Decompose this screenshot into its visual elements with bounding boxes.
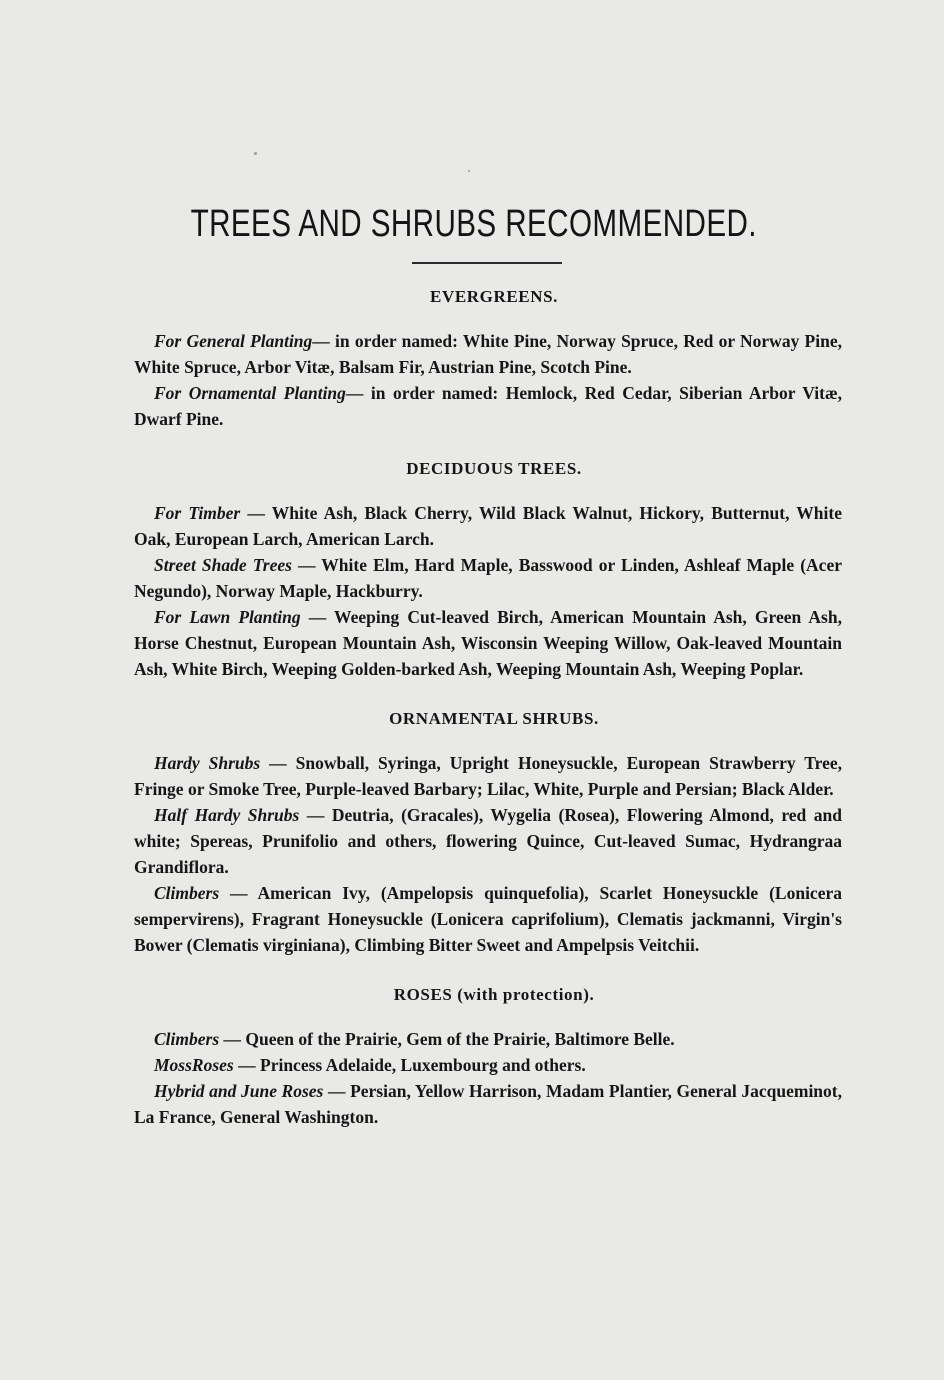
- paragraph-climbing-roses: [134, 1026, 842, 1052]
- paragraph-text: — American Ivy, (Ampelopsis quinquefolia), Scarlet Honeysuckle (Lonicera sempervirens), Fragrant Honeysuckle (Lonicera caprifolium), Clematis jackmanni, Virgin's Bower (Clematis virginiana), Climbing Bitter Sweet and Ampelpsis Veitchii.: [134, 883, 842, 955]
- paragraph-text: — Weeping Cut-leaved Birch, American Mountain Ash, Green Ash, Horse Chestnut, European Mountain Ash, Wisconsin Weeping Willow, Oak-leaved Mountain Ash, White Birch, Weeping Golden-barked Ash, Weeping Mountain Ash, Weeping Poplar.: [134, 607, 842, 679]
- paragraph-half-hardy-shrubs: [134, 802, 842, 880]
- section-heading-evergreens: EVERGREENS.: [430, 287, 558, 306]
- title-divider: [412, 262, 562, 264]
- paragraph-lead: For Ornamental Planting: [154, 383, 346, 403]
- section-heading-roses: ROSES (with protection).: [393, 985, 595, 1004]
- paragraph-lead: Street Shade Trees: [154, 555, 292, 575]
- page-title: TREES AND SHRUBS RECOMMENDED.: [190, 203, 757, 246]
- section-heading-deciduous-trees: DECIDUOUS TREES.: [406, 459, 582, 478]
- paragraph-hybrid-june-roses: [134, 1078, 842, 1130]
- paper-speck: [468, 170, 470, 172]
- paragraph-ornamental-planting: [134, 380, 842, 432]
- paragraph-lead: Climbers: [154, 1029, 220, 1049]
- paragraph-text: — Princess Adelaide, Luxembourg and others.: [233, 1055, 586, 1075]
- paragraph-hardy-shrubs: [134, 750, 842, 802]
- paragraph-lead: For Timber: [154, 503, 241, 523]
- paragraph-text: — Persian, Yellow Harrison, Madam Plantier, General Jacqueminot, La France, General Washington.: [134, 1081, 842, 1127]
- paragraph-text: — in order named: White Pine, Norway Spruce, Red or Norway Pine, White Spruce, Arbor Vitæ, Balsam Fir, Austrian Pine, Scotch Pine.: [134, 331, 842, 377]
- paragraph-timber: [134, 500, 842, 552]
- paper-speck: [254, 152, 257, 155]
- paragraph-text: — Deutria, (Gracales), Wygelia (Rosea), Flowering Almond, red and white; Spereas, Prunifolio and others, flowering Quince, Cut-leaved Sumac, Hydrangraa Grandiflora.: [134, 805, 843, 877]
- document-body: [134, 284, 842, 1130]
- paragraph-street-shade-trees: [134, 552, 842, 604]
- paragraph-lead: Half Hardy Shrubs: [154, 805, 300, 825]
- paragraph-moss-roses: [134, 1052, 842, 1078]
- paragraph-lawn-planting: [134, 604, 842, 682]
- paragraph-climbers-shrubs: [134, 880, 842, 958]
- paragraph-lead: MossRoses: [154, 1055, 234, 1075]
- paragraph-lead: For Lawn Planting: [154, 607, 301, 627]
- paragraph-text: — Snowball, Syringa, Upright Honeysuckle, European Strawberry Tree, Fringe or Smoke Tree, Purple-leaved Barbary; Lilac, White, Purple and Persian; Black Alder.: [134, 753, 842, 799]
- paragraph-lead: Hybrid and June Roses: [154, 1081, 324, 1101]
- paragraph-text: — White Elm, Hard Maple, Basswood or Linden, Ashleaf Maple (Acer Negundo), Norway Maple, Hackburry.: [134, 555, 842, 601]
- paragraph-text: — in order named: Hemlock, Red Cedar, Siberian Arbor Vitæ, Dwarf Pine.: [134, 383, 842, 429]
- paragraph-lead: For General Planting: [154, 331, 313, 351]
- paragraph-text: — Queen of the Prairie, Gem of the Prairie, Baltimore Belle.: [219, 1029, 675, 1049]
- paragraph-general-planting: [134, 328, 842, 380]
- paragraph-lead: Hardy Shrubs: [154, 753, 261, 773]
- paragraph-lead: Climbers: [154, 883, 220, 903]
- section-heading-ornamental-shrubs: ORNAMENTAL SHRUBS.: [389, 709, 599, 728]
- paragraph-text: — White Ash, Black Cherry, Wild Black Walnut, Hickory, Butternut, White Oak, European Larch, American Larch.: [134, 503, 843, 549]
